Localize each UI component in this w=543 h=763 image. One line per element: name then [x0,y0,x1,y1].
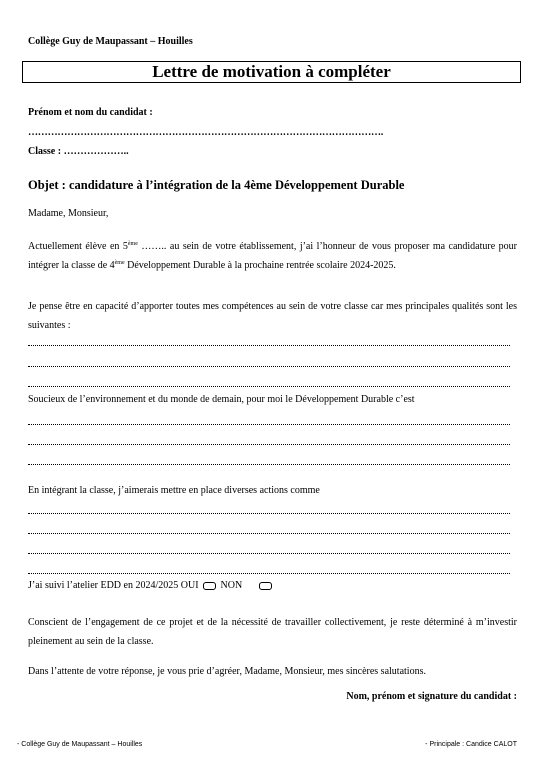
footer-left: - Collège Guy de Maupassant – Houilles [17,741,143,748]
intro-part1: Actuellement élève en 5 [28,241,128,252]
answer-line[interactable] [28,366,510,367]
answer-line[interactable] [28,513,510,514]
class-label: Classe : [28,146,62,157]
name-field[interactable]: ………………………………………………………………………………………………. [28,127,384,138]
intro-part3: Développement Durable à la prochaine rentrée scolaire 2024-2025. [124,260,396,271]
answer-line[interactable] [28,553,510,554]
school-header: Collège Guy de Maupassant – Houilles [28,36,193,47]
atelier-question: J’ai suivi l’atelier EDD en 2024/2025 OUI [28,580,199,591]
paragraph-commitment: Conscient de l’engagement de ce projet et de la nécessité de travailler collectivement, je reste déterminé à m’investir pleinement au sein de la classe. [28,617,517,647]
signature-label: Nom, prénom et signature du candidat : [346,691,517,702]
title-box [22,61,521,83]
answer-line[interactable] [28,533,510,534]
answer-line[interactable] [28,386,510,387]
paragraph-environment: Soucieux de l’environnement et du monde de demain, pour moi le Développement Durable c’est [28,394,415,405]
class-field[interactable]: ……………….. [63,146,129,157]
atelier-row [28,580,274,591]
answer-line[interactable] [28,345,510,346]
intro-sup1: ème [127,241,138,247]
answer-line[interactable] [28,573,510,574]
atelier-no-label: NON [220,580,243,591]
oui-checkbox[interactable] [203,582,216,590]
answer-line[interactable] [28,464,510,465]
paragraph-qualities: Je pense être en capacité d’apporter toutes mes compétences au sein de votre classe car mes principales qualités sont les suivantes : [28,301,517,331]
page-title: Lettre de motivation à compléter [152,62,391,81]
answer-line[interactable] [28,424,510,425]
paragraph-intro [28,237,517,275]
subject-line: Objet : candidature à l’intégration de la 4ème Développement Durable [28,178,405,192]
footer-right: - Principale : Candice CALOT [425,741,517,748]
name-label: Prénom et nom du candidat : [28,107,153,118]
greeting: Madame, Monsieur, [28,208,109,219]
answer-line[interactable] [28,444,510,445]
intro-part2: …….. au sein de votre établissement, j’ai l’honneur de vous proposer ma candidature pour intégrer la classe de 4 [28,241,517,271]
closing-formula: Dans l’attente de votre réponse, je vous prie d’agréer, Madame, Monsieur, mes sincères salutations. [28,666,426,677]
non-checkbox[interactable] [259,582,272,590]
paragraph-actions: En intégrant la classe, j’aimerais mettre en place diverses actions comme [28,485,320,496]
class-row [28,146,129,157]
intro-sup2: ème [114,260,125,266]
